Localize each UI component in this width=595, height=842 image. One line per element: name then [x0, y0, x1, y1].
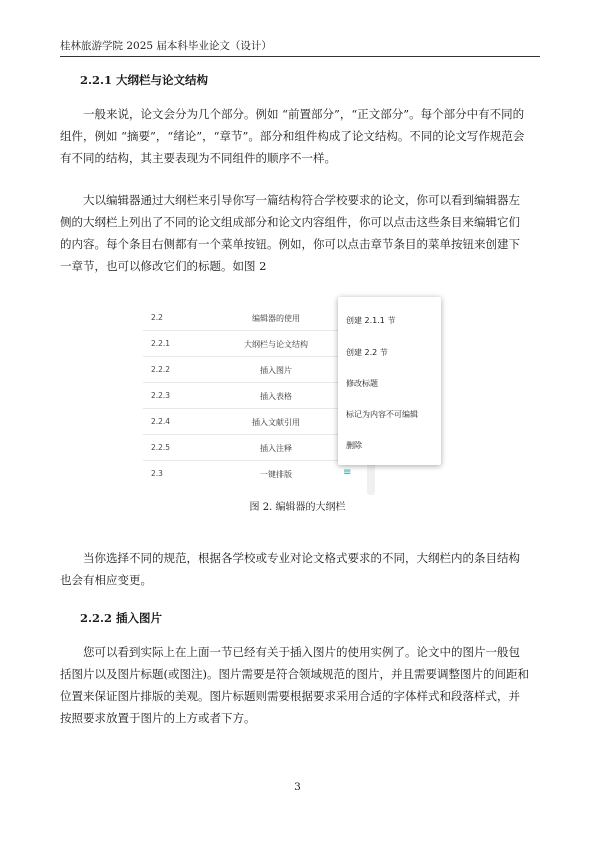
outline-row-title: 插入注释 [260, 444, 292, 453]
outline-row-title: 插入表格 [260, 392, 292, 401]
outline-row-title: 编辑器的使用 [252, 314, 300, 323]
menu-icon[interactable]: ≡ [343, 467, 352, 478]
outline-list [143, 297, 358, 495]
outline-row[interactable] [143, 460, 358, 486]
menu-item-create-subsection[interactable]: 创建 2.1.1 节 [346, 316, 396, 325]
text-line: 当你选择不同的规范，根据各学校或专业对论文格式要求的不同，大纲栏内的条目结构 [83, 551, 520, 565]
header-title: 桂林旅游学院 2025 届本科毕业论文（设计） [60, 40, 272, 52]
paragraph-outline-usage [60, 189, 540, 277]
text-line: 按照要求放置于图片的上方或者下方。 [60, 711, 256, 725]
outline-row[interactable] [143, 408, 358, 435]
outline-row[interactable] [143, 356, 358, 383]
page-number: 3 [294, 781, 301, 793]
outline-row-number: 2.3 [151, 469, 163, 478]
text-line: 位置来保证图片排版的美观。图片标题则需要根据要求采用合适的字体样式和段落样式，并 [60, 689, 520, 703]
outline-row-title: 一键排版 [260, 470, 292, 479]
outline-row[interactable] [143, 330, 358, 357]
context-menu [338, 297, 441, 465]
menu-item-rename[interactable]: 修改标题 [346, 379, 378, 388]
outline-row[interactable] [143, 382, 358, 409]
outline-row-number: 2.2.4 [151, 417, 171, 426]
outline-row-number: 2.2.2 [151, 365, 171, 374]
outline-row-number: 2.2.5 [151, 443, 171, 452]
outline-row[interactable] [143, 434, 358, 461]
text-line: 的内容。每个条目右侧都有一个菜单按钮。例如，你可以点击章节条目的菜单按钮来创建下 [60, 237, 520, 251]
menu-item-create-section[interactable]: 创建 2.2 节 [346, 348, 388, 357]
outline-row-number: 2.2.3 [151, 391, 171, 400]
outline-row[interactable] [143, 304, 358, 331]
text-line: 有不同的结构，其主要表现为不同组件的顺序不一样。 [60, 151, 336, 165]
paragraph-insert-image [60, 641, 540, 729]
outline-row-title: 插入文献引用 [252, 418, 300, 427]
text-line: 大以编辑器通过大纲栏来引导你写一篇结构符合学校要求的论文，你可以看到编辑器左 [83, 193, 520, 207]
outline-row-title: 大纲栏与论文结构 [244, 340, 308, 349]
outline-row-number: 2.2 [151, 313, 163, 322]
text-line: 也会有相应变更。 [60, 573, 152, 587]
outline-row-title: 插入图片 [260, 366, 292, 375]
text-line: 您可以看到实际上在上面一节已经有关于插入图片的使用实例了。论文中的图片一般包 [83, 645, 520, 659]
section-heading-2-2-1: 2.2.1 大纲栏与论文结构 [80, 73, 209, 87]
text-line: 一章节，也可以修改它们的标题。如图 2 [60, 259, 267, 273]
outline-row-number: 2.2.1 [151, 339, 171, 348]
menu-item-delete[interactable]: 删除 [346, 441, 362, 450]
menu-item-lock-content[interactable]: 标记为内容不可编辑 [346, 410, 418, 419]
figure-caption: 图 2. 编辑器的大纲栏 [249, 502, 346, 513]
text-line: 组件，例如 “摘要”，“绪论”，“章节”。部分和组件构成了论文结构。不同的论文写作规范会 [60, 129, 525, 143]
figure-outline-screenshot [143, 297, 443, 495]
text-line: 括图片以及图片标题(或图注)。图片需要是符合领域规范的图片，并且需要调整图片的间距和 [60, 667, 529, 681]
section-heading-2-2-2: 2.2.2 插入图片 [80, 611, 163, 625]
paragraph-outline-intro [60, 103, 540, 169]
header-rule [60, 56, 540, 57]
text-line: 一般来说，论文会分为几个部分。例如 “前置部分”，“正文部分”。每个部分中有不同的 [83, 107, 525, 121]
text-line: 侧的大纲栏上列出了不同的论文组成部分和论文内容组件，你可以点击这些条目来编辑它们 [60, 215, 520, 229]
paragraph-outline-variation [60, 547, 540, 591]
